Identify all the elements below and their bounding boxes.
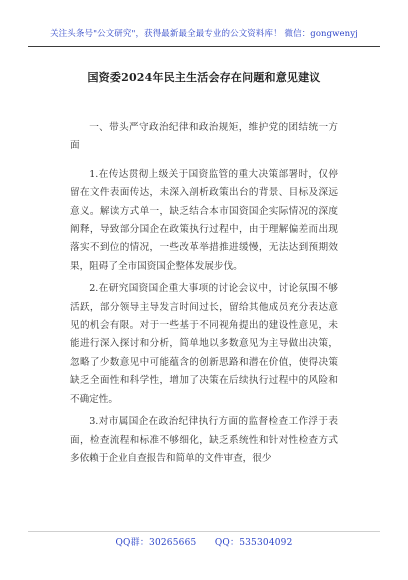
paragraph-1: 1.在传达贯彻上级关于国资监管的重大决策部署时，仅停留在文件表面传达，未深入剖析政策出台的背景、目标及深远意义。解读方式单一，缺乏结合本市国资国企实际情况的深度阐释，导致部分国企在政策执行过程中，由于理解偏差而出现落实不到位的情况，一些改革举措推进缓慢，无法达到预期效果，阻碍了全市国资国企整体发展步伐。 xyxy=(70,168,338,272)
paragraph-2: 2.在研究国资国企重大事项的讨论会议中，讨论氛围不够活跃，部分领导主导发言时间过长，留给其他成员充分表达意见的机会有限。对于一些基于不同视角提出的建设性意见，未能进行深入探讨和分析，简单地以多数意见为主导做出决策，忽略了少数意见中可能蕴含的创新思路和潜在价值，使得决策缺乏全面性和科学性，增加了决策在后续执行过程中的风险和不确定性。 xyxy=(70,283,338,405)
header-divider xyxy=(28,46,380,47)
footer-divider xyxy=(28,531,380,532)
footer-contact-note: QQ群：30265665 QQ：535304092 xyxy=(115,538,293,548)
paragraph-3: 3.对市属国企在政治纪律执行方面的监督检查工作浮于表面，检查流程和标准不够细化，缺乏系统性和针对性检查方式多依赖于企业自查报告和简单的文件审查，很少 xyxy=(70,416,338,464)
section-heading: 一、带头严守政治纪律和政治规矩，维护党的团结统一方面 xyxy=(70,122,338,152)
document-body xyxy=(70,119,338,472)
document-title: 国资委2024年民主生活会存在问题和意见建议 xyxy=(87,71,321,84)
header-promo-note: 关注头条号"公文研究"，获得最新最全最专业的公文资料库！ 微信：gongwenyj xyxy=(50,29,358,39)
